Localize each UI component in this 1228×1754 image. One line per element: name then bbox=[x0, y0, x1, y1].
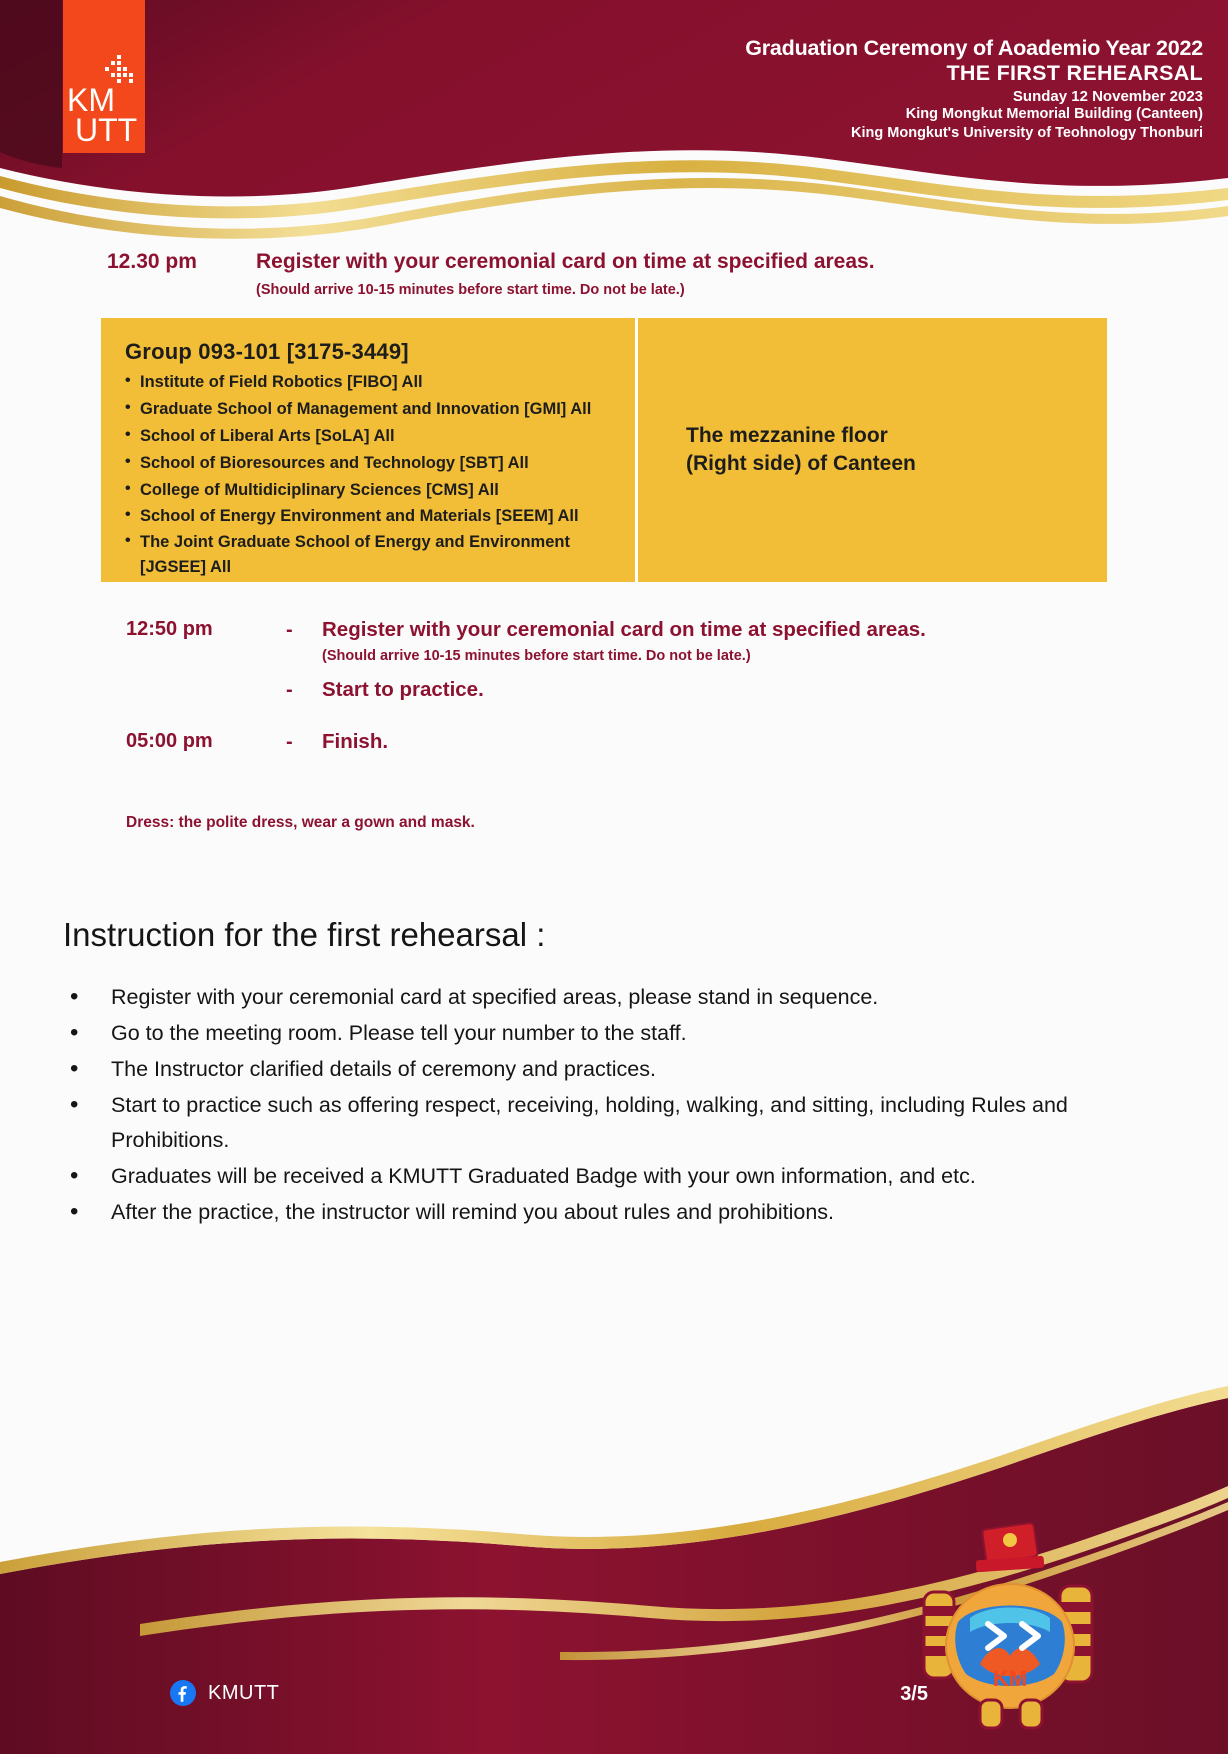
schedule-dash: - bbox=[286, 731, 293, 753]
header-subtitle: THE FIRST REHEARSAL bbox=[946, 61, 1203, 86]
list-item: • School of Bioresources and Technology [SBT] All bbox=[125, 450, 630, 477]
list-item: • Register with your ceremonial card at specified areas, please stand in sequence. bbox=[63, 980, 1123, 1015]
schedule-description: Register with your ceremonial card on time at specified areas. bbox=[322, 618, 926, 641]
list-item: • Institute of Field Robotics [FIBO] All bbox=[125, 369, 630, 396]
svg-text:KM: KM bbox=[992, 1666, 1028, 1691]
header-title: Graduation Ceremony of Aoademio Year 2022 bbox=[745, 36, 1203, 60]
header-venue: King Mongkut Memorial Building (Canteen) bbox=[905, 106, 1203, 123]
department-list bbox=[125, 369, 630, 580]
header-date: Sunday 12 November 2023 bbox=[1012, 87, 1203, 105]
list-item: • Graduate School of Management and Innovation [GMI] All bbox=[125, 396, 630, 423]
schedule-description: Register with your ceremonial card on time at specified areas. bbox=[256, 250, 875, 273]
group-title: Group 093-101 [3175-3449] bbox=[125, 339, 409, 364]
list-item: • School of Liberal Arts [SoLA] All bbox=[125, 423, 630, 450]
list-item: • Graduates will be received a KMUTT Graduated Badge with your own information, and etc. bbox=[63, 1159, 1123, 1194]
schedule-time: 12:50 pm bbox=[126, 618, 213, 640]
list-item: • College of Multidiciplinary Sciences [CMS] All bbox=[125, 477, 630, 504]
group-assignment-table bbox=[101, 318, 1107, 582]
location-line-1: The mezzanine floor bbox=[686, 424, 888, 448]
table-cell-groups bbox=[125, 339, 630, 580]
list-item: • After the practice, the instructor will remind you about rules and prohibitions. bbox=[63, 1195, 1123, 1230]
page-number: 3/5 bbox=[900, 1683, 928, 1705]
schedule-dash: - bbox=[286, 679, 293, 701]
location-text bbox=[686, 422, 916, 477]
facebook-label: KMUTT bbox=[208, 1681, 280, 1704]
instruction-list bbox=[63, 980, 1123, 1231]
header-university: King Mongkut's University of Teohnology Thonburi bbox=[851, 124, 1203, 141]
logo-text-km: KM bbox=[67, 82, 115, 118]
schedule-dash: - bbox=[286, 619, 293, 641]
schedule-description: Start to practice. bbox=[322, 678, 484, 701]
schedule-description: Finish. bbox=[322, 730, 389, 753]
schedule-note: (Should arrive 10-15 minutes before start time. Do not be late.) bbox=[256, 282, 685, 298]
list-item: • The Instructor clarified details of ceremony and practices. bbox=[63, 1052, 1123, 1087]
schedule-time: 12.30 pm bbox=[107, 250, 197, 273]
logo-text-utt: UTT bbox=[75, 112, 138, 145]
list-item: • School of Energy Environment and Materials [SEEM] All bbox=[125, 503, 630, 530]
location-line-2: (Right side) of Canteen bbox=[686, 452, 916, 475]
instruction-heading: Instruction for the first rehearsal : bbox=[63, 916, 546, 953]
table-divider bbox=[635, 318, 638, 582]
list-item: • The Joint Graduate School of Energy and Environment [JGSEE] All bbox=[125, 530, 630, 580]
list-item: • Go to the meeting room. Please tell your number to the staff. bbox=[63, 1016, 1123, 1051]
list-item: • Start to practice such as offering respect, receiving, holding, walking, and sitting, including Rules and Prohibitions. bbox=[63, 1088, 1123, 1158]
dress-code-text: Dress: the polite dress, wear a gown and mask. bbox=[126, 814, 475, 831]
schedule-time: 05:00 pm bbox=[126, 730, 213, 752]
schedule-note: (Should arrive 10-15 minutes before start time. Do not be late.) bbox=[322, 648, 751, 664]
table-cell-location bbox=[686, 318, 1086, 582]
